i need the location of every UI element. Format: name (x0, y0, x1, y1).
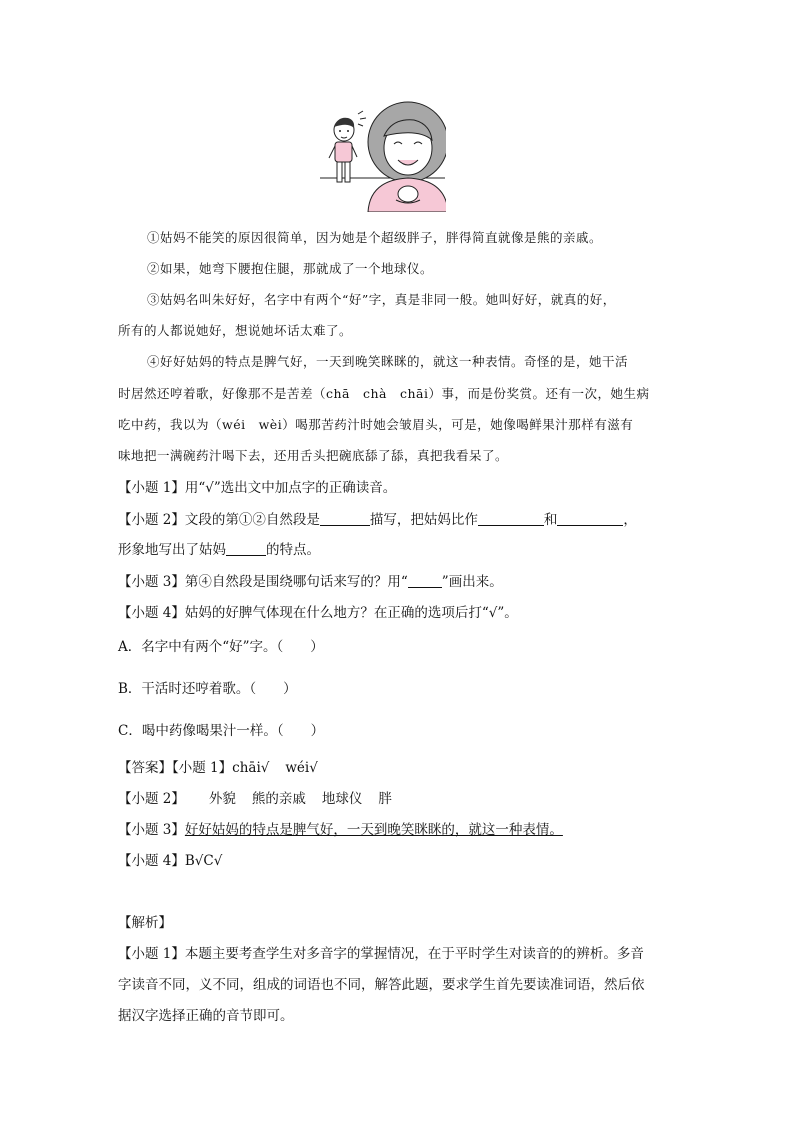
answer-2-value-3: 地球仪 (321, 791, 363, 807)
underline-mark-sample (408, 573, 442, 588)
analysis-line-2: 字读音不同，义不同，组成的词语也不同，解答此题，要求学生首先要读准词语，然后依 (118, 977, 645, 993)
answer-blank-comparison-1[interactable] (478, 511, 544, 526)
question-3-text-b: ”画出来。 (441, 574, 503, 590)
passage-paragraph-1: ①姑妈不能笑的原因很简单，因为她是个超级胖子，胖得简直就像是熊的亲戚。 (147, 230, 603, 245)
passage-paragraph-4-line-1: ④好好姑妈的特点是脾气好，一天到晚笑眯眯的，就这一种表情。奇怪的是，她干活 (147, 354, 629, 369)
aunt-figure (368, 102, 446, 212)
answer-1-label: 【答案】【小题 1】 (118, 760, 233, 776)
passage-paragraph-4-line-4: 味地把一满碗药汁喝下去，还用舌头把碗底舔了舔，真把我看呆了。 (118, 448, 509, 463)
question-2-text-b: 描写，把姑妈比作 (369, 512, 478, 528)
analysis-line-1: 【小题 1】本题主要考查学生对多音字的掌握情况，在于平时学生对读音的的辨析。多音 (118, 946, 644, 962)
answer-2-value-4: 胖 (378, 791, 392, 807)
option-c[interactable]: C．喝中药像喝果汁一样。（ ） (118, 723, 325, 739)
analysis-title: 【解析】 (118, 915, 172, 931)
answer-1-value-1: chāi√ (232, 760, 270, 776)
boy-figure (329, 111, 366, 182)
question-2-line-1 (118, 510, 637, 530)
question-2-line-2-text-b: 的特点。 (266, 542, 320, 558)
answer-2-label: 【小题 2】 (118, 791, 185, 807)
question-2-line-2 (118, 540, 320, 560)
question-2-line-2-text-a: 形象地写出了姑妈 (118, 542, 226, 558)
answer-blank-comparison-2[interactable] (557, 511, 623, 526)
question-1: 【小题 1】用“√”选出文中加点字的正确读音。 (118, 480, 397, 496)
passage-paragraph-3-line-1: ③姑妈名叫朱好好，名字中有两个“好”字，真是非同一般。她叫好好，就真的好， (147, 292, 616, 307)
question-3 (118, 572, 503, 592)
question-2-text-a: 【小题 2】文段的第①②自然段是 (118, 512, 320, 528)
answer-blank-description-type[interactable] (320, 511, 370, 526)
question-3-text-a: 【小题 3】第④自然段是围绕哪句话来写的？用“ (118, 574, 408, 590)
aunt-and-boy-illustration (318, 100, 446, 212)
answer-4-text: B√C√ (184, 853, 223, 869)
passage-paragraph-3-line-2: 所有的人都说她好，想说她坏话太难了。 (118, 323, 353, 338)
question-2-text-d: ， (623, 512, 637, 528)
answer-2-value-1: 外貌 (208, 791, 236, 807)
answer-1-value-2: wéi√ (285, 760, 318, 776)
passage-paragraph-2: ②如果，她弯下腰抱住腿，那就成了一个地球仪。 (147, 261, 434, 276)
answer-2 (118, 789, 392, 809)
answer-blank-trait[interactable] (226, 541, 266, 556)
option-a[interactable]: A．名字中有两个“好”字。（ ） (118, 639, 324, 655)
answer-1 (118, 758, 318, 778)
passage-paragraph-4-line-2: 时居然还哼着歌，好像那不是苦差（chā chà chāi）事，而是份奖赏。还有一次，她生病 (118, 386, 650, 401)
answer-3 (118, 820, 563, 840)
answer-4-label: 【小题 4】 (118, 853, 185, 869)
passage-paragraph-4-line-3: 吃中药，我以为（wéi wèi）喝那苦药汁时她会皱眉头，可是，她像喝鲜果汁那样有滋有 (118, 417, 634, 432)
answer-3-label: 【小题 3】 (118, 822, 185, 838)
answer-4 (118, 851, 222, 871)
answer-2-value-2: 熊的亲戚 (251, 791, 306, 807)
option-b[interactable]: B．干活时还哼着歌。（ ） (118, 681, 297, 697)
question-4: 【小题 4】姑妈的好脾气体现在什么地方？在正确的选项后打“√”。 (118, 605, 518, 621)
analysis-line-3: 据汉字选择正确的音节即可。 (118, 1008, 294, 1024)
question-2-text-c: 和 (543, 512, 558, 528)
answer-3-text: 好好姑妈的特点是脾气好，一天到晚笑眯眯的，就这一种表情。 (184, 822, 563, 838)
